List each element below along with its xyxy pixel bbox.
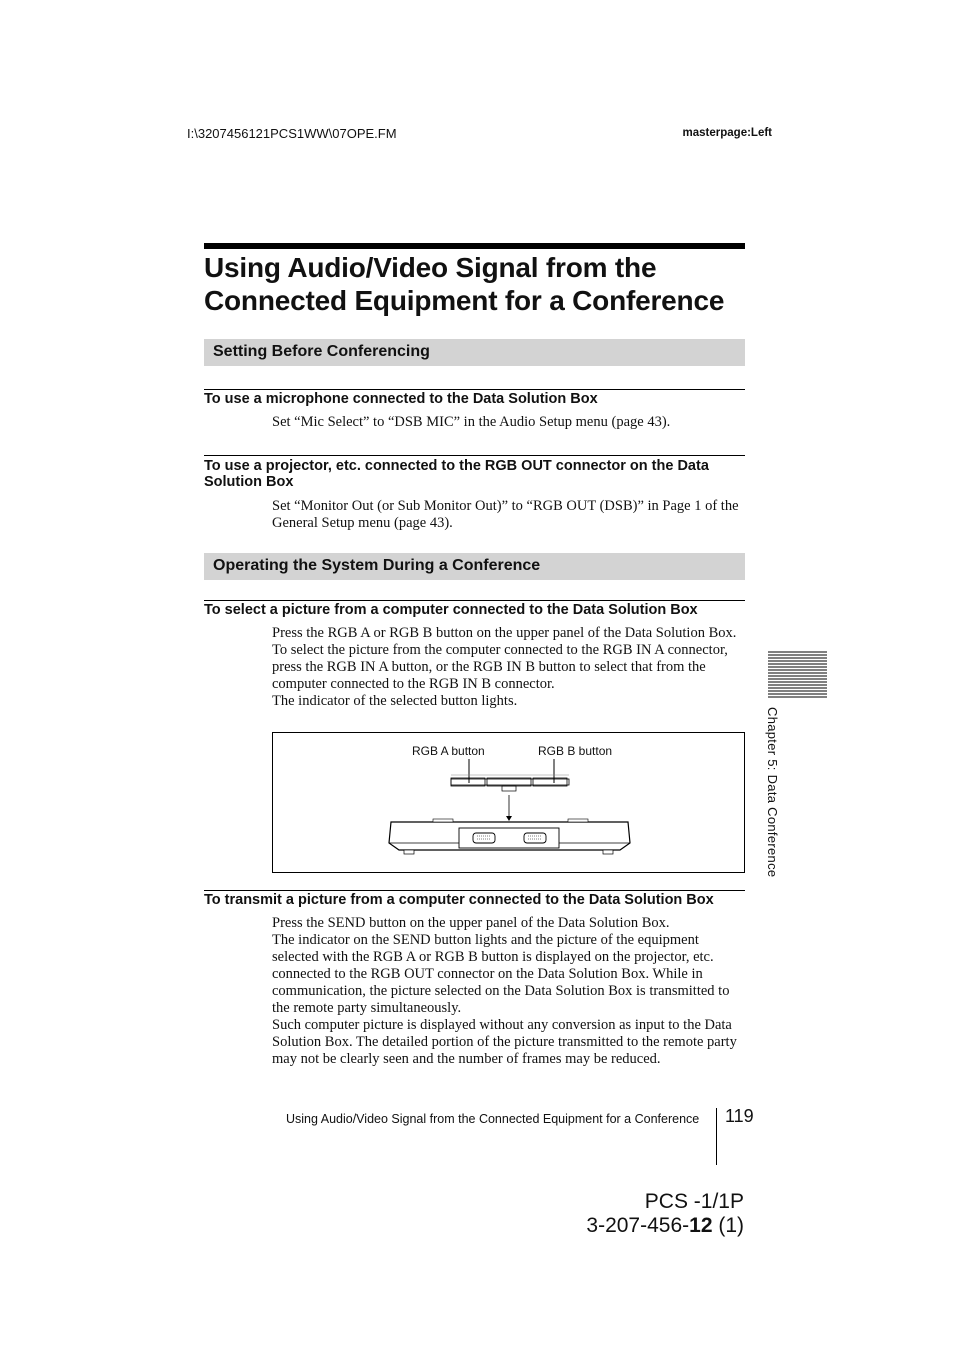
rgb-b-button-label: RGB B button <box>538 744 613 758</box>
product-code-prefix: 3-207-456- <box>586 1214 690 1237</box>
subsection-rule <box>204 890 745 891</box>
subsection-rule <box>204 389 745 390</box>
chapter-tab-lines <box>768 651 827 698</box>
paragraph: Set “Monitor Out (or Sub Monitor Out)” to “RGB OUT (DSB)” in Page 1 of the General Setup menu (page 43). <box>272 498 739 531</box>
footer-running-title: Using Audio/Video Signal from the Connected Equipment for a Conference <box>286 1112 700 1126</box>
device-illustration <box>273 733 744 872</box>
subsection-heading-transmit-picture: To transmit a picture from a computer connected to the Data Solution Box <box>204 892 714 908</box>
page-title <box>204 251 764 317</box>
page-number: 119 <box>725 1106 754 1126</box>
title-line-2: Connected Equipment for a Conference <box>204 285 725 316</box>
paragraph: Press the SEND button on the upper panel of the Data Solution Box. <box>272 915 670 931</box>
paragraph: The indicator on the SEND button lights and the picture of the equipment selected with the RGB A or RGB B button is displayed on the projector, etc. connected to the RGB OUT connector on the Data Solution Box. While in communication, the picture selected on the Data Solution Box is transmitted to the remote party simultaneously. <box>272 932 730 1016</box>
body-text-transmit-picture <box>272 915 747 1068</box>
subsection-heading-select-picture: To select a picture from a computer connected to the Data Solution Box <box>204 602 698 618</box>
paragraph: To select the picture from the computer connected to the RGB IN A connector, press the RGB IN A button, or the RGB IN B button to select that from the computer connected to the RGB IN B connector. <box>272 642 728 692</box>
subsection-heading-line-1: To use a projector, etc. connected to the RGB OUT connector on the Data <box>204 458 709 474</box>
product-code-line-1: PCS -1/1P <box>644 1190 744 1213</box>
file-path: I:\3207456121PCS1WW\07OPE.FM <box>187 126 397 141</box>
subsection-rule <box>204 455 745 456</box>
paragraph: Such computer picture is displayed without any conversion as input to the Data Solution Box. The detailed portion of the picture transmitted to the remote party may not be clearly seen and the number of frames may be reduced. <box>272 1017 737 1067</box>
body-text-projector <box>272 498 747 532</box>
product-code-line-2 <box>586 1214 744 1238</box>
data-solution-box-figure <box>272 732 745 873</box>
section-heading-text: Setting Before Conferencing <box>213 343 430 360</box>
title-line-1: Using Audio/Video Signal from the <box>204 252 657 283</box>
product-code-version: 12 <box>689 1214 713 1237</box>
chapter-side-label: Chapter 5: Data Conference <box>765 707 780 878</box>
section-heading-text: Operating the System During a Conference <box>213 557 541 574</box>
body-text-microphone <box>272 414 747 431</box>
subsection-heading-microphone: To use a microphone connected to the Data Solution Box <box>204 391 598 407</box>
paragraph: Press the RGB A or RGB B button on the upper panel of the Data Solution Box. <box>272 625 737 641</box>
paragraph: The indicator of the selected button lights. <box>272 693 518 709</box>
section-heading-operating <box>204 553 745 580</box>
subsection-rule <box>204 600 745 601</box>
device-rear-panel <box>389 819 630 854</box>
subsection-heading-line-2: Solution Box <box>204 474 294 490</box>
subsection-heading-projector <box>204 458 749 490</box>
body-text-select-picture <box>272 625 747 710</box>
rgb-a-button-label: RGB A button <box>412 744 485 758</box>
footer-rule <box>716 1108 717 1165</box>
title-rule <box>204 243 745 249</box>
masterpage-label: masterpage:Left <box>682 127 772 139</box>
paragraph: Set “Mic Select” to “DSB MIC” in the Audio Setup menu (page 43). <box>272 414 671 430</box>
product-code-suffix: (1) <box>712 1214 744 1237</box>
section-heading-setting <box>204 339 745 366</box>
